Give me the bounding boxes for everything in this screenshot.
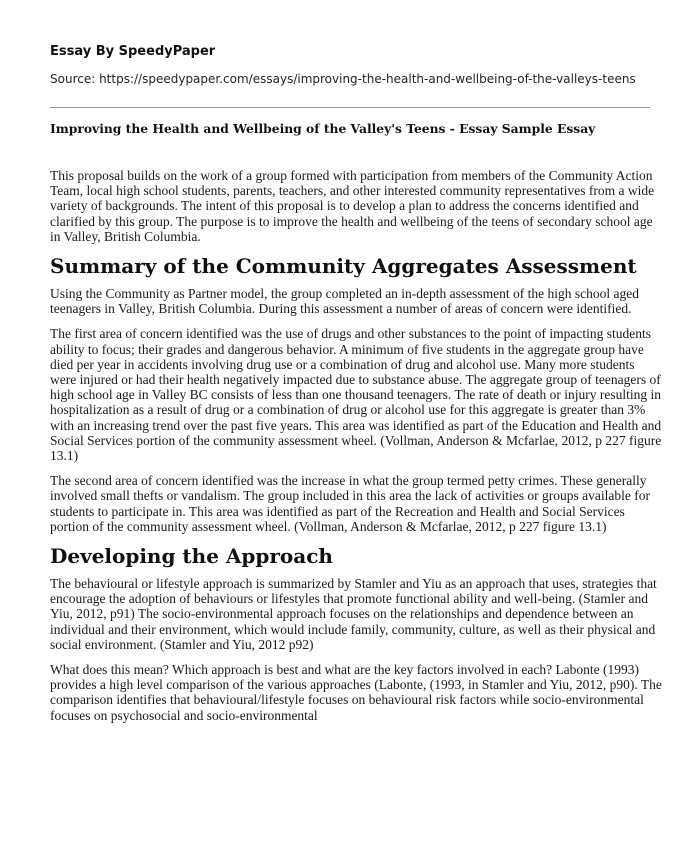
- paragraph: The behavioural or lifestyle approach is summarized by Stamler and Yiu as an approach that uses, strategies that encourage the adoption of behaviours or lifestyles that promote functional ability and well-being. (Stamler and Yiu, 2012, p91) The socio-environmental approach focuses on the relationships and dependence between an individual and their environment, which would include family, community, culture, as well as their physical and social environment. (Stamler and Yiu, 2012 p92): [50, 576, 657, 652]
- paragraph: Using the Community as Partner model, the group completed an in-depth assessment of the high school aged teenagers in Valley, British Columbia. During this assessment a number of areas of concern were identified.: [50, 286, 640, 317]
- paragraph: The first area of concern identified was the use of drugs and other substances to the point of impacting students ability to focus; their grades and dangerous behavior. A minimum of five students in the aggregate group have died per year in accidents involving drug use or a combination of drug and alcohol use. Many more students were injured or had their health negatively impacted due to substance abuse. The aggregate group of teenagers of high school age in Valley BC consists of less than one thousand teenagers. The rate of death or injury resulting in hospitalization as a result of drug or a combination of drug or alcohol use for this aggregate is greater than 3% with an increasing trend over the past five years. This area was identified as part of the Education and Health and Social Services portion of the community assessment wheel. (Vollman, Anderson & Mcfarlae, 2012, p 227 figure 13.1): [50, 326, 662, 464]
- essay-title: Improving the Health and Wellbeing of the Valley's Teens - Essay Sample Essay: [50, 121, 596, 136]
- header-divider: [50, 107, 650, 108]
- site-brand: Essay By SpeedyPaper: [50, 44, 216, 59]
- section-heading-approach: Developing the Approach: [50, 544, 333, 569]
- intro-paragraph: This proposal builds on the work of a group formed with participation from members of the Community Action Team, local high school students, parents, teachers, and other interested community representatives from a wide variety of backgrounds. The intent of this proposal is to develop a plan to address the concerns identified and clarified by this group. The purpose is to improve the health and wellbeing of the teens of secondary school age in Valley, British Columbia.: [50, 168, 655, 244]
- paragraph: The second area of concern identified was the increase in what the group termed petty crimes. These generally involved small thefts or vandalism. The group included in this area the lack of activities or groups available for students to participate in. This area was identified as part of the Recreation and Health and Social Services portion of the community assessment wheel. (Vollman, Anderson & Mcfarlae, 2012, p 227 figure 13.1): [50, 473, 650, 534]
- source-url: Source: https://speedypaper.com/essays/improving-the-health-and-wellbeing-of-the-valleys-teens: [50, 72, 636, 86]
- section-heading-summary: Summary of the Community Aggregates Assessment: [50, 254, 637, 279]
- essay-body: [50, 168, 662, 733]
- paragraph: What does this mean? Which approach is best and what are the key factors involved in each? Labonte (1993) provides a high level comparison of the various approaches (Labonte, (1993, in Stamler and Yiu, 2012, p90). The comparison identifies that behavioural/lifestyle focuses on behavioural risk factors while socio-environmental focuses on psychosocial and socio-environmental: [50, 662, 662, 723]
